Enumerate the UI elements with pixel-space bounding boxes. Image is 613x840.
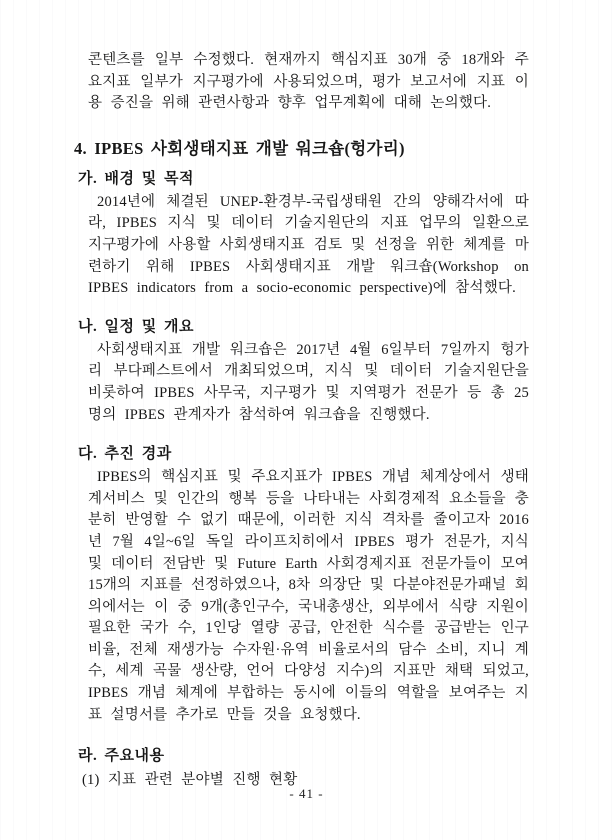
- subsection-a-title: 가. 배경 및 목적: [78, 170, 194, 187]
- intro-paragraph: 콘텐츠를 일부 수정했다. 현재까지 핵심지표 30개 중 18개와 주요지표 일부가 지구평가에 사용되었으며, 평가 보고서에 지표 이용 증진을 위해 관련사항과 향후 업무계획에 대해 논의했다.: [88, 52, 529, 112]
- page-content: [74, 50, 529, 792]
- subsection-b-title: 나. 일정 및 개요: [78, 318, 194, 335]
- subsection-c-paragraph: IPBES의 핵심지표 및 주요지표가 IPBES 개념 체계상에서 생태계서비스 및 인간의 행복 등을 나타내는 사회경제적 요소들을 충분히 반영할 수 없기 때문에, 이러한 지식 격차를 줄이고자 2016년 7월 4일~6일 독일 라이프치히에서 IPBES 평가 전문가, 지식 및 데이터 전담반 및 Future Earth 사회경제지표 전문가들이 모여 15개의 지표를 선정하였으나, 8차 의장단 및 다분야전문가패널 회의에서는 이 중 9개(총인구수, 국내총생산, 외부에서 식량 지원이 필요한 국가 수, 1인당 열량 공급, 안전한 식수를 공급받는 인구 비율, 전체 재생가능 수자원·유역 비율로서의 담수 소비, 지니 계수, 세계 곡물 생산량, 언어 다양성 지수)의 지표만 채택 되었고, IPBES 개념 체계에 부합하는 동시에 이들의 역할을 보여주는 지표 설명서를 추가로 만들 것을 요청했다.: [88, 469, 529, 723]
- subsection-d-title: 라. 주요내용: [78, 748, 165, 765]
- subsection-b-paragraph: 사회생태지표 개발 워크숍은 2017년 4월 6일부터 7일까지 헝가리 부다페스트에서 개최되었으며, 지식 및 데이터 기술지원단을 비롯하여 IPBES 사무국, 지구평가 및 지역평가 전문가 등 총 25명의 IPBES 관계자가 참석하여 워크숍을 진행했다.: [88, 341, 529, 423]
- section-4-title: 4. IPBES 사회생태지표 개발 워크숍(헝가리): [74, 138, 405, 158]
- subsection-a-paragraph: 2014년에 체결된 UNEP-환경부-국립생태원 간의 양해각서에 따라, IPBES 지식 및 데이터 기술지원단의 지표 업무의 일환으로 지구평가에 사용할 사회생태지표 검토 및 선정을 위한 체계를 마련하기 위해 IPBES 사회생태지표 개발 워크숍(Workshop on IPBES indicators from a socio-economic perspective)에 참석했다.: [88, 193, 529, 297]
- subsection-c-title: 다. 추진 경과: [78, 446, 172, 463]
- subsection-d-item-1: (1) 지표 관련 분야별 진행 현황: [82, 772, 298, 789]
- page-number: - 41 -: [289, 786, 324, 801]
